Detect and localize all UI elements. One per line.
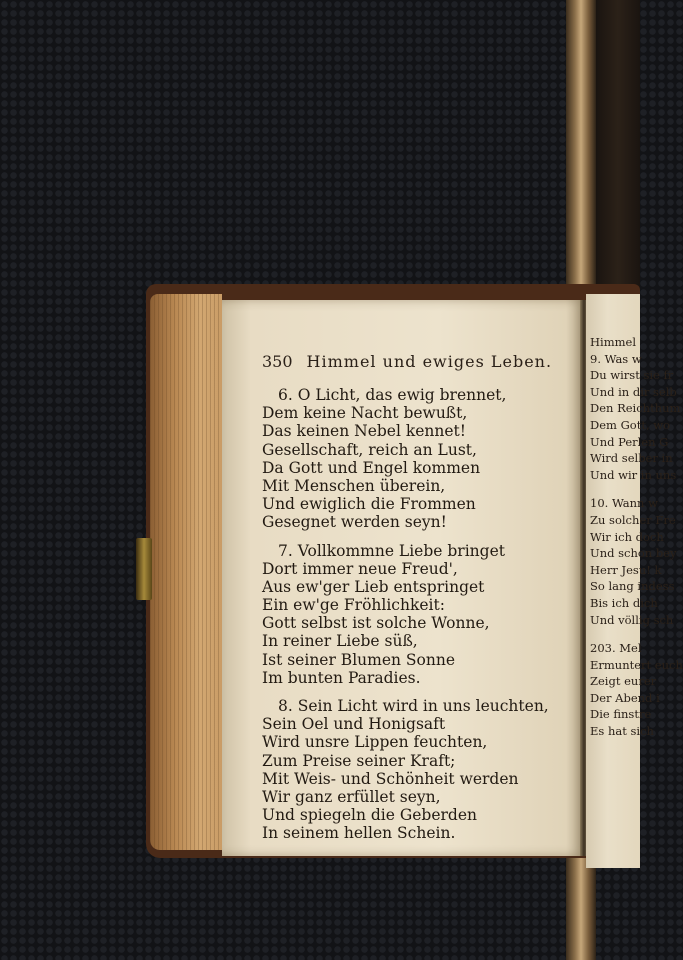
right-page-line: Und schon bey: [590, 546, 677, 561]
right-page-line: Den Reichthum: [590, 401, 681, 416]
verse-line: Ein ew'ge Fröhlichkeit:: [262, 596, 445, 615]
right-page-line: Ermuntert euch: [590, 657, 683, 672]
right-page-line: 9. Was w: [590, 351, 642, 366]
page-block-edge: [150, 294, 222, 850]
verse-line: In reiner Liebe süß,: [262, 632, 418, 651]
verse-line: Mit Weis- und Schönheit werden: [262, 769, 519, 788]
right-page-line: Herr Jesu! k: [590, 562, 662, 577]
verse-line: Dem keine Nacht bewußt,: [262, 404, 468, 423]
right-page-line: 203. Mel: [590, 641, 642, 656]
verse-line: Sein Oel und Honigsaft: [262, 715, 446, 734]
right-page-line: Die finstre: [590, 707, 652, 722]
background-book: [596, 0, 640, 300]
hymn-text: [262, 386, 574, 853]
right-page-line: Du wirst sie fr: [590, 368, 674, 383]
verse-line: Gesegnet werden seyn!: [262, 513, 447, 532]
running-head: [262, 352, 572, 376]
stanza-6: [262, 386, 574, 532]
right-page-line: Der Abend i: [590, 690, 660, 705]
verse-line: Gesellschaft, reich an Lust,: [262, 440, 477, 459]
verse-line: Da Gott und Engel kommen: [262, 458, 481, 477]
right-page-line: [590, 483, 670, 495]
verse-line: Im bunten Paradies.: [262, 668, 421, 687]
verse-line: In seinem hellen Schein.: [262, 824, 456, 843]
right-page-line: Wird selber in: [590, 451, 673, 466]
verse-line: Wir ganz erfüllet seyn,: [262, 787, 441, 806]
right-page-line: 10. Wann w: [590, 496, 658, 511]
right-page-text: [590, 334, 683, 740]
right-page-line: So lang indess: [590, 579, 675, 594]
right-page-line: Und in dir selb: [590, 384, 677, 399]
right-page-line: Wir ich doch: [590, 529, 664, 544]
right-page-line: Zu solcher Fre: [590, 512, 676, 527]
book-clasp: [136, 538, 152, 600]
right-page-line: Und wir in uns: [590, 467, 677, 482]
right-page-line: Und völlig sch: [590, 612, 674, 627]
running-head-title: Himmel und ewiges Leben.: [306, 352, 553, 371]
verse-line: Wird unsre Lippen feuchten,: [262, 733, 488, 752]
verse-line: 8. Sein Licht wird in uns leuchten,: [278, 697, 549, 715]
verse-line: Das keinen Nebel kennet!: [262, 422, 467, 441]
verse-line: Gott selbst ist solche Wonne,: [262, 614, 490, 633]
verse-line: Dort immer neue Freud',: [262, 559, 458, 578]
verse-line: 7. Vollkommne Liebe bringet: [278, 541, 505, 560]
right-page-line: Dem Gott, wo: [590, 417, 671, 432]
verse-line: Und spiegeln die Geberden: [262, 806, 477, 825]
right-page-line: Himmel: [590, 335, 636, 349]
verse-line: Zum Preise seiner Kraft;: [262, 751, 456, 770]
right-page-line: [590, 628, 670, 640]
verse-line: 6. O Licht, das ewig brennet,: [278, 386, 507, 404]
verse-line: Und ewiglich die Frommen: [262, 495, 476, 514]
verse-line: Mit Menschen überein,: [262, 476, 446, 495]
right-page-line: Bis ich dich: [590, 595, 658, 610]
stanza-8: [262, 697, 574, 843]
right-page: [586, 294, 683, 868]
verse-line: Ist seiner Blumen Sonne: [262, 650, 456, 669]
right-page-line: Und Perlen G: [590, 434, 669, 449]
right-page-line: Es hat sich: [590, 724, 654, 739]
page-number: 350: [262, 352, 293, 371]
right-page-line: Zeigt eurer: [590, 674, 657, 689]
stanza-7: [262, 542, 574, 688]
verse-line: Aus ew'ger Lieb entspringet: [262, 577, 485, 596]
